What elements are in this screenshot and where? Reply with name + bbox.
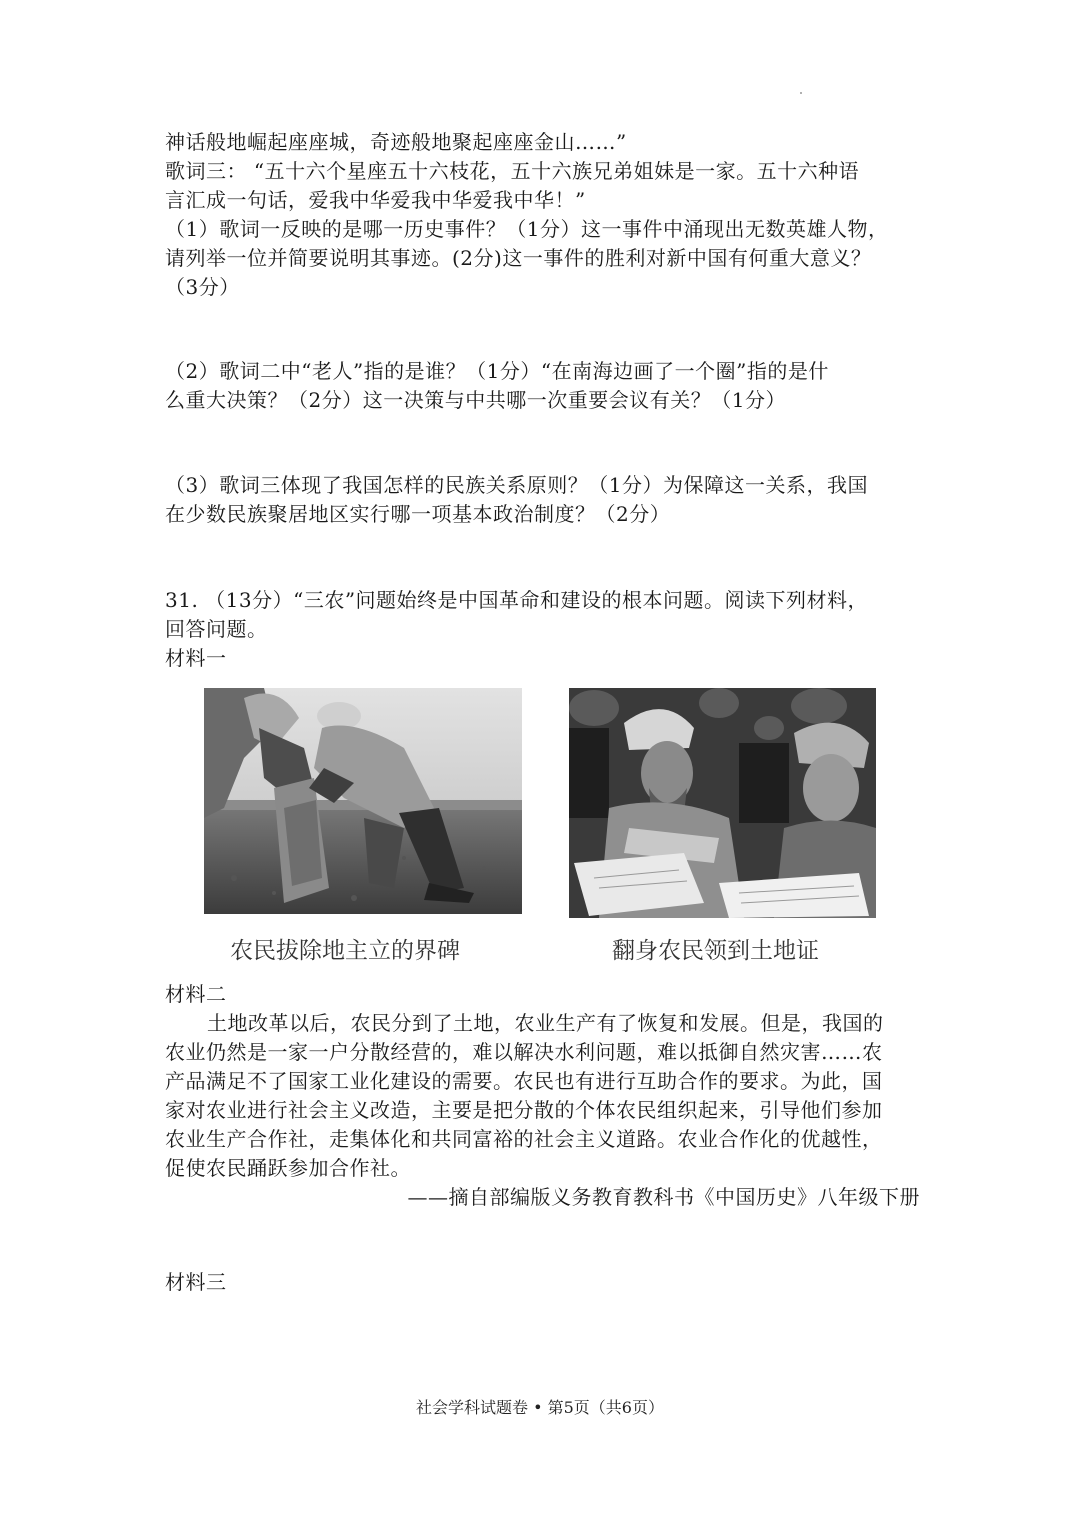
- song-line-1: 神话般地崛起座座城，奇迹般地聚起座座金山……”: [165, 130, 627, 154]
- material-2-line-2: 农业仍然是一家一户分散经营的，难以解决水利问题，难以抵御自然灾害……农: [165, 1040, 883, 1064]
- question-2-line-1: （2）歌词二中“老人”指的是谁？（1分）“在南海边画了一个圈”指的是什: [165, 359, 829, 383]
- material-2-source: ——摘自部编版义务教育教科书《中国历史》八年级下册: [407, 1185, 920, 1209]
- question-1-line-1: （1）歌词一反映的是哪一历史事件？（1分）这一事件中涌现出无数英雄人物，: [165, 217, 889, 241]
- question-2-line-2: 么重大决策？（2分）这一决策与中共哪一次重要会议有关？（1分）: [165, 388, 786, 412]
- photo-2-caption: 翻身农民领到土地证: [612, 938, 819, 964]
- material-2-label: 材料二: [165, 982, 227, 1006]
- scan-speck: [800, 92, 802, 94]
- song-line-3: 言汇成一句话，爱我中华爱我中华爱我中华！”: [165, 188, 586, 212]
- song-line-2: 歌词三： “五十六个星座五十六枝花，五十六族兄弟姐妹是一家。五十六种语: [165, 159, 860, 183]
- material-2-line-3: 产品满足不了国家工业化建设的需要。农民也有进行互助合作的要求。为此，国: [165, 1069, 883, 1093]
- question-31-line-1: 31. （13分）“三农”问题始终是中国革命和建设的根本问题。阅读下列材料，: [165, 588, 869, 612]
- question-1-line-2: 请列举一位并简要说明其事迹。(2分)这一事件的胜利对新中国有何重大意义？: [165, 246, 872, 270]
- material-2-line-6: 促使农民踊跃参加合作社。: [165, 1156, 411, 1180]
- question-1-line-3: （3分）: [165, 275, 240, 299]
- photo-peasants-receiving-land-certificates: [569, 688, 876, 918]
- photo-peasants-receiving-land-certificates-image: [569, 688, 876, 918]
- material-2-line-1: 土地改革以后，农民分到了土地，农业生产有了恢复和发展。但是，我国的: [207, 1011, 884, 1035]
- photo-farmers-removing-boundary-stone: [204, 688, 522, 914]
- question-3-line-1: （3）歌词三体现了我国怎样的民族关系原则？（1分）为保障这一关系，我国: [165, 473, 868, 497]
- question-31-line-2: 回答问题。: [165, 617, 268, 641]
- material-1-label: 材料一: [165, 646, 227, 670]
- question-3-line-2: 在少数民族聚居地区实行哪一项基本政治制度？（2分）: [165, 502, 671, 526]
- material-3-label: 材料三: [165, 1270, 227, 1294]
- photo-1-caption: 农民拔除地主立的界碑: [230, 938, 460, 964]
- material-2-line-5: 农业生产合作社，走集体化和共同富裕的社会主义道路。农业合作化的优越性，: [165, 1127, 883, 1151]
- page-footer: 社会学科试题卷 • 第5页（共6页）: [416, 1398, 664, 1417]
- material-2-line-4: 家对农业进行社会主义改造，主要是把分散的个体农民组织起来，引导他们参加: [165, 1098, 883, 1122]
- photo-farmers-removing-boundary-stone-image: [204, 688, 522, 914]
